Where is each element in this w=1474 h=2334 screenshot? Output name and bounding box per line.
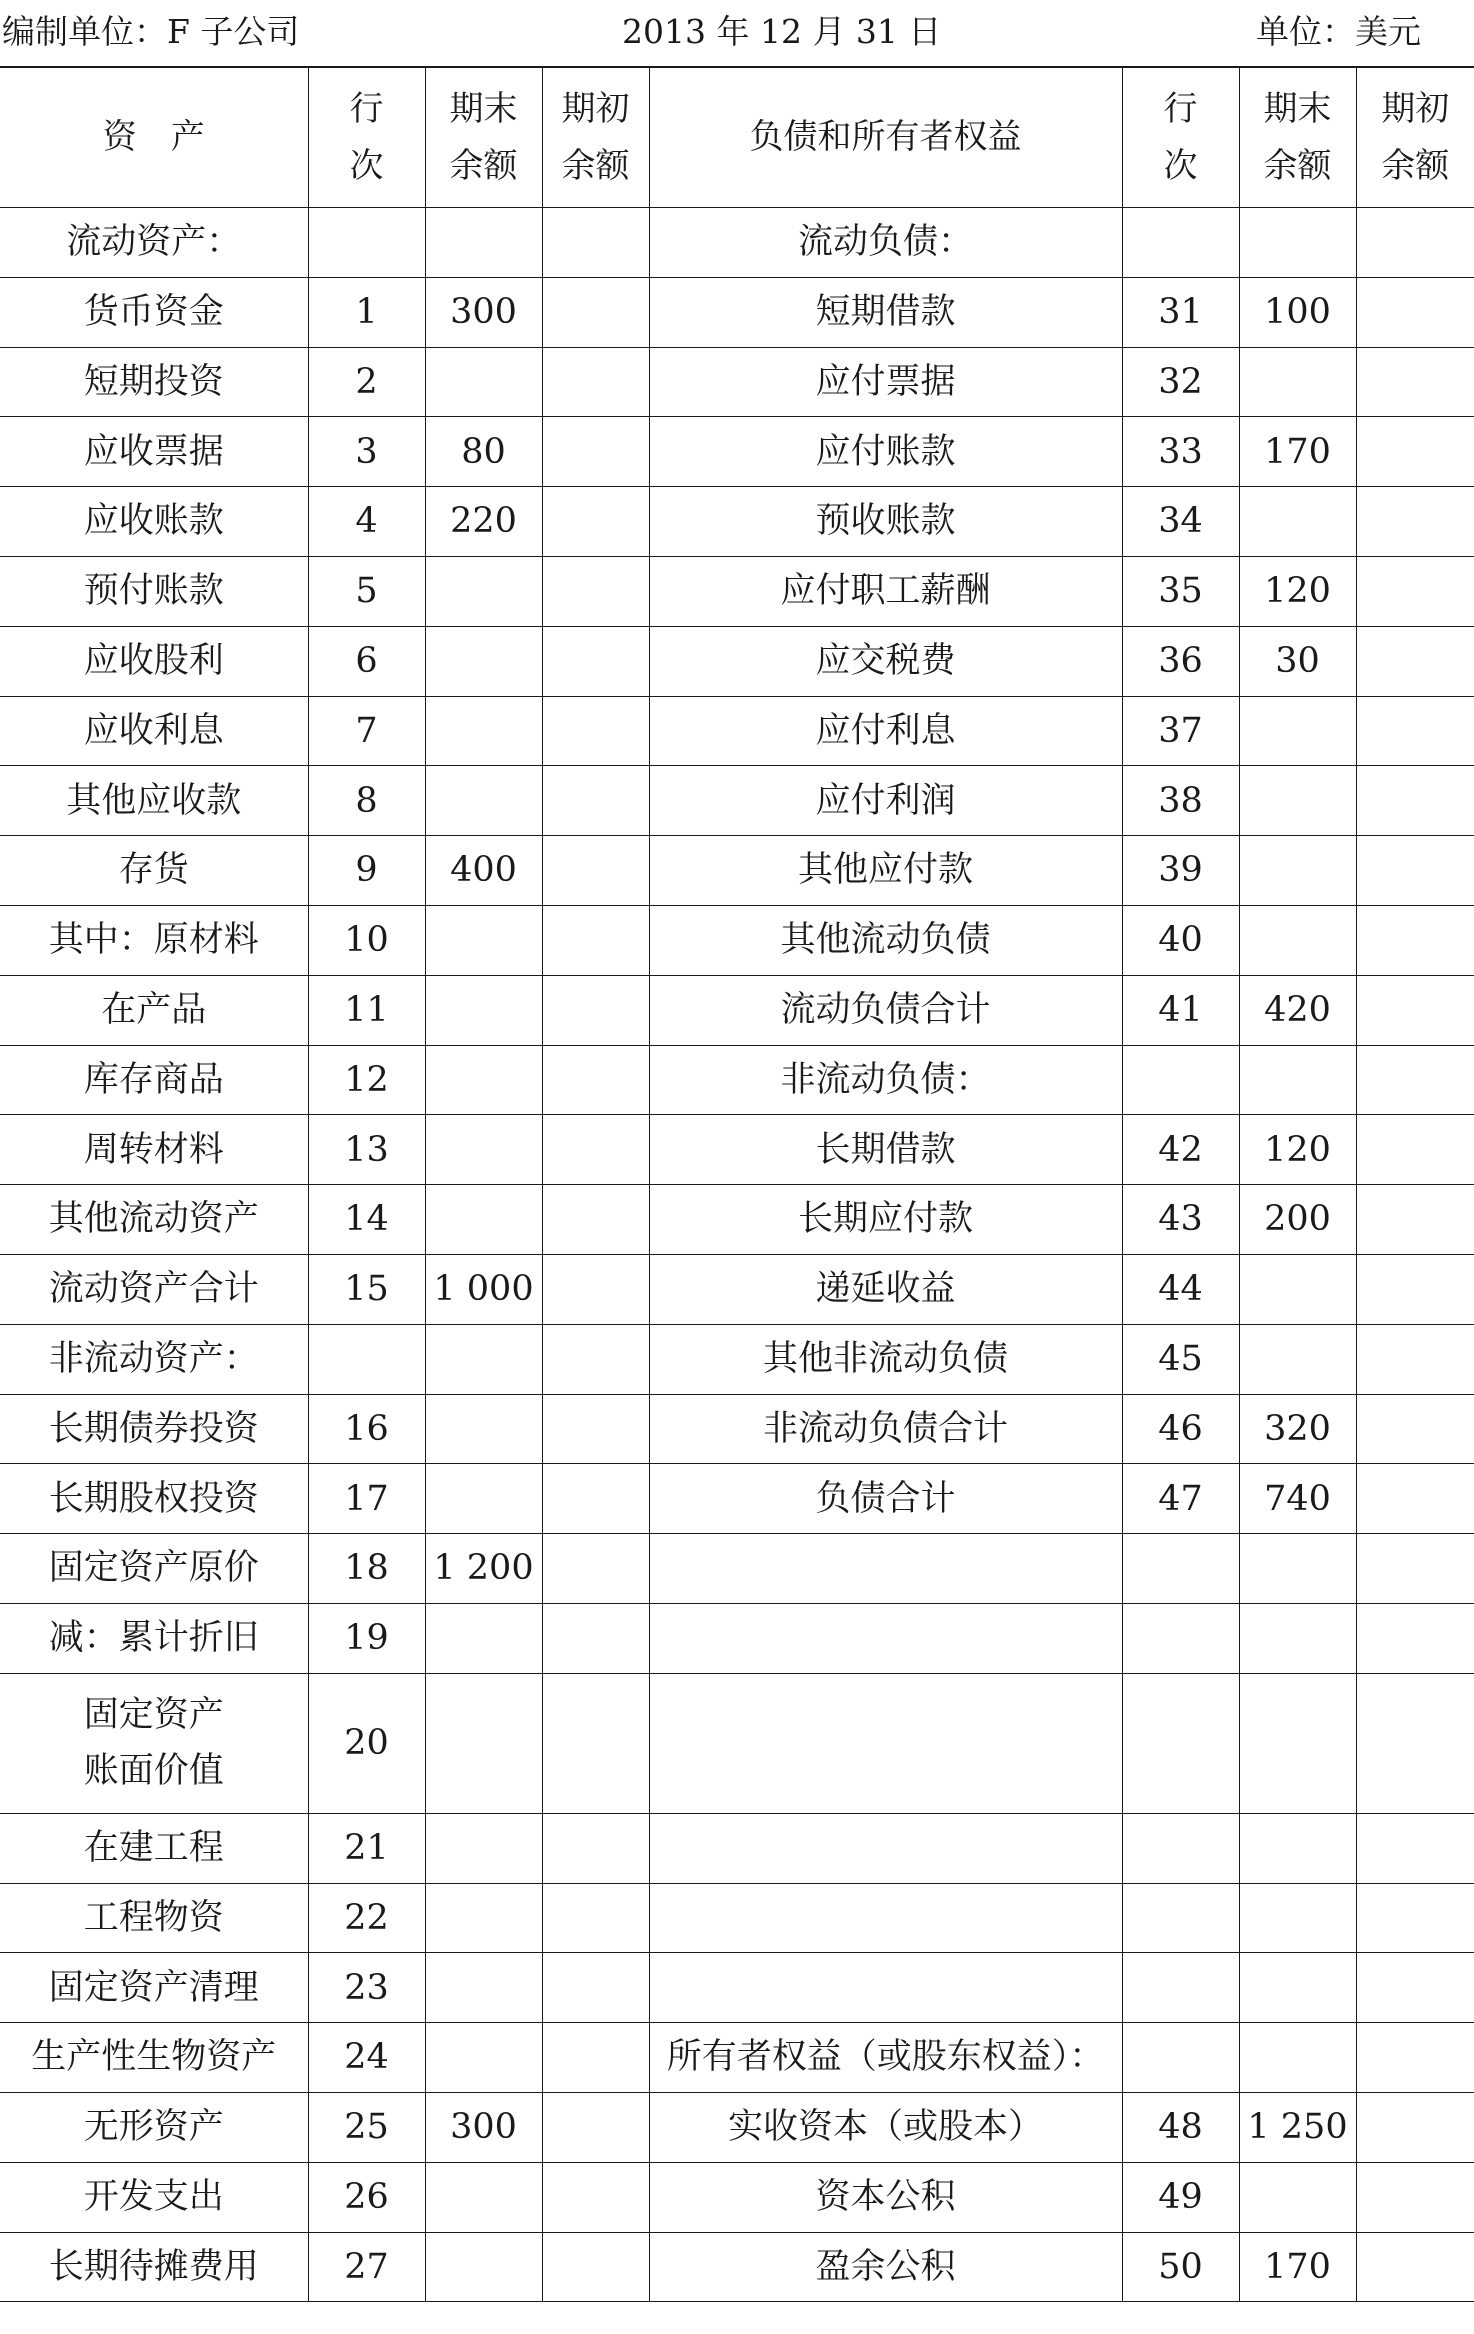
asset-name-cell-line: 固定资产 [83,1695,224,1736]
asset-end-balance-cell: 300 [425,277,542,347]
table-row [0,1883,1474,1953]
liability-end-balance-cell [1239,1883,1356,1953]
liability-name-cell: 实收资本（或股本） [649,2092,1122,2162]
asset-name-cell: 周转材料 [0,1115,308,1185]
asset-name-cell: 应收利息 [0,696,308,766]
table-row [0,766,1474,836]
asset-end-balance-cell [425,1603,542,1673]
asset-begin-balance-cell [542,1464,649,1534]
asset-begin-balance-cell [542,2023,649,2093]
asset-line-no-cell: 19 [308,1603,425,1673]
liability-name-cell: 递延收益 [649,1254,1122,1324]
liability-end-balance-cell [1239,1813,1356,1883]
asset-end-balance-cell: 1 200 [425,1534,542,1604]
asset-end-balance-cell [425,1813,542,1883]
liab-begin-balance-column-header: 期初 余额 [1356,67,1474,208]
liability-name-cell: 非流动负债合计 [649,1394,1122,1464]
asset-end-balance-column-header: 期末 余额 [425,67,542,208]
liability-begin-balance-cell [1356,347,1474,417]
liability-name-cell: 盈余公积 [649,2232,1122,2302]
liability-name-cell [649,1953,1122,2023]
asset-name-cell: 固定资产清理 [0,1953,308,2023]
asset-end-balance-cell [425,1953,542,2023]
liability-name-cell: 应交税费 [649,626,1122,696]
asset-name-cell: 其他流动资产 [0,1185,308,1255]
table-row [0,1045,1474,1115]
asset-begin-balance-cell [542,417,649,487]
liability-end-balance-cell: 740 [1239,1464,1356,1534]
liab-line-no-column-header: 行 次 [1122,67,1239,208]
asset-end-balance-cell [425,975,542,1045]
asset-line-no-cell: 18 [308,1534,425,1604]
liability-line-no-cell: 48 [1122,2092,1239,2162]
liability-line-no-cell: 40 [1122,905,1239,975]
table-row [0,626,1474,696]
liability-end-balance-cell [1239,1324,1356,1394]
asset-line-no-cell: 22 [308,1883,425,1953]
liability-line-no-cell: 42 [1122,1115,1239,1185]
liability-begin-balance-cell [1356,1394,1474,1464]
liability-end-balance-cell [1239,2162,1356,2232]
liability-name-cell: 应付利息 [649,696,1122,766]
table-row [0,2162,1474,2232]
liability-line-no-cell: 50 [1122,2232,1239,2302]
liability-name-cell [649,1883,1122,1953]
asset-end-balance-cell [425,556,542,626]
liabilities-equity-column-header: 负债和所有者权益 [649,67,1122,208]
asset-begin-balance-cell [542,1603,649,1673]
table-row [0,836,1474,906]
liab-end-balance-column-header: 期末 余额 [1239,67,1356,208]
liability-name-cell: 流动负债： [649,208,1122,278]
asset-name-cell: 开发支出 [0,2162,308,2232]
liability-end-balance-cell: 320 [1239,1394,1356,1464]
asset-end-balance-cell [425,1185,542,1255]
liability-name-cell: 预收账款 [649,487,1122,557]
table-row [0,696,1474,766]
asset-begin-balance-cell [542,1813,649,1883]
asset-name-cell: 其中：原材料 [0,905,308,975]
asset-end-balance-cell [425,696,542,766]
asset-name-cell: 无形资产 [0,2092,308,2162]
liability-name-cell: 短期借款 [649,277,1122,347]
asset-end-balance-cell: 300 [425,2092,542,2162]
liability-begin-balance-cell [1356,1953,1474,2023]
asset-line-no-cell: 15 [308,1254,425,1324]
table-row [0,417,1474,487]
table-row [0,347,1474,417]
asset-end-balance-cell [425,1324,542,1394]
asset-begin-balance-cell [542,1534,649,1604]
currency-unit-label: 单位：美元 [1256,12,1421,51]
liability-end-balance-cell: 120 [1239,1115,1356,1185]
asset-name-cell: 库存商品 [0,1045,308,1115]
asset-line-no-cell: 12 [308,1045,425,1115]
liability-begin-balance-cell [1356,1185,1474,1255]
asset-end-balance-cell [425,1883,542,1953]
liability-end-balance-cell: 30 [1239,626,1356,696]
asset-line-no-cell: 9 [308,836,425,906]
asset-begin-balance-cell [542,1045,649,1115]
liability-name-cell: 应付票据 [649,347,1122,417]
asset-line-no-cell: 13 [308,1115,425,1185]
table-row [0,2232,1474,2302]
table-row [0,277,1474,347]
liability-end-balance-cell [1239,1534,1356,1604]
table-row [0,1394,1474,1464]
asset-name-cell: 在产品 [0,975,308,1045]
assets-column-header: 资 产 [0,67,308,208]
liability-line-no-cell: 43 [1122,1185,1239,1255]
asset-line-no-cell: 10 [308,905,425,975]
liability-line-no-cell: 31 [1122,277,1239,347]
asset-end-balance-cell [425,1673,542,1813]
asset-begin-balance-cell [542,975,649,1045]
liability-end-balance-cell [1239,1953,1356,2023]
asset-name-cell: 应收票据 [0,417,308,487]
asset-end-balance-cell [425,2162,542,2232]
asset-name-cell-line: 账面价值 [83,1751,224,1792]
liability-begin-balance-cell [1356,766,1474,836]
asset-end-balance-cell: 220 [425,487,542,557]
asset-name-cell: 工程物资 [0,1883,308,1953]
table-row [0,1813,1474,1883]
liability-begin-balance-cell [1356,487,1474,557]
table-row [0,487,1474,557]
asset-begin-balance-cell [542,556,649,626]
liability-name-cell: 应付账款 [649,417,1122,487]
liability-line-no-cell [1122,1534,1239,1604]
asset-begin-balance-cell [542,905,649,975]
liability-name-cell: 长期借款 [649,1115,1122,1185]
liability-end-balance-cell [1239,208,1356,278]
liability-line-no-cell [1122,1883,1239,1953]
liability-line-no-cell [1122,1045,1239,1115]
liability-name-cell: 应付职工薪酬 [649,556,1122,626]
liability-line-no-cell: 46 [1122,1394,1239,1464]
liability-end-balance-cell [1239,766,1356,836]
asset-line-no-cell: 20 [308,1673,425,1813]
liability-name-cell [649,1603,1122,1673]
asset-line-no-cell: 2 [308,347,425,417]
asset-line-no-cell: 25 [308,2092,425,2162]
table-row [0,975,1474,1045]
liability-end-balance-cell: 170 [1239,2232,1356,2302]
table-row [0,1603,1474,1673]
liability-line-no-cell: 34 [1122,487,1239,557]
liability-line-no-cell: 49 [1122,2162,1239,2232]
asset-line-no-cell: 24 [308,2023,425,2093]
liability-line-no-cell [1122,1953,1239,2023]
liability-line-no-cell [1122,1813,1239,1883]
liability-line-no-cell [1122,1603,1239,1673]
liability-name-cell [649,1673,1122,1813]
asset-name-cell: 非流动资产： [0,1324,308,1394]
table-row [0,905,1474,975]
liability-end-balance-cell [1239,1673,1356,1813]
asset-end-balance-cell [425,1464,542,1534]
asset-line-no-cell: 5 [308,556,425,626]
liability-end-balance-cell: 100 [1239,277,1356,347]
balance-sheet-table [0,66,1474,2302]
liability-name-cell: 非流动负债： [649,1045,1122,1115]
liability-begin-balance-cell [1356,2092,1474,2162]
asset-name-cell: 应收账款 [0,487,308,557]
liability-begin-balance-cell [1356,975,1474,1045]
asset-name-cell: 长期债券投资 [0,1394,308,1464]
asset-name-cell: 货币资金 [0,277,308,347]
liability-end-balance-cell [1239,347,1356,417]
column-header-row [0,67,1474,208]
asset-begin-balance-cell [542,1115,649,1185]
asset-line-no-cell: 17 [308,1464,425,1534]
asset-begin-balance-cell [542,277,649,347]
liability-end-balance-cell [1239,1603,1356,1673]
asset-begin-balance-cell [542,626,649,696]
asset-line-no-cell: 21 [308,1813,425,1883]
asset-end-balance-cell [425,1115,542,1185]
asset-name-cell: 流动资产合计 [0,1254,308,1324]
table-row [0,2023,1474,2093]
liability-begin-balance-cell [1356,417,1474,487]
asset-end-balance-cell [425,905,542,975]
liability-line-no-cell: 32 [1122,347,1239,417]
asset-end-balance-cell [425,766,542,836]
liability-name-cell: 流动负债合计 [649,975,1122,1045]
liability-begin-balance-cell [1356,1324,1474,1394]
table-row [0,1534,1474,1604]
asset-end-balance-cell [425,1394,542,1464]
asset-line-no-cell: 6 [308,626,425,696]
asset-end-balance-cell [425,626,542,696]
liability-end-balance-cell: 1 250 [1239,2092,1356,2162]
liability-name-cell [649,1534,1122,1604]
asset-name-cell: 生产性生物资产 [0,2023,308,2093]
asset-line-no-cell: 8 [308,766,425,836]
asset-begin-balance-cell [542,1883,649,1953]
asset-line-no-cell: 1 [308,277,425,347]
liability-name-cell: 资本公积 [649,2162,1122,2232]
asset-name-cell: 预付账款 [0,556,308,626]
asset-line-no-cell: 16 [308,1394,425,1464]
asset-line-no-cell: 23 [308,1953,425,2023]
asset-begin-balance-cell [542,1185,649,1255]
asset-line-no-cell: 27 [308,2232,425,2302]
asset-name-cell: 长期待摊费用 [0,2232,308,2302]
asset-begin-balance-cell [542,208,649,278]
asset-begin-balance-cell [542,2232,649,2302]
asset-name-cell: 减：累计折旧 [0,1603,308,1673]
asset-begin-balance-cell [542,1324,649,1394]
asset-begin-balance-cell [542,1673,649,1813]
table-row [0,1115,1474,1185]
liability-end-balance-cell [1239,1045,1356,1115]
asset-line-no-cell: 11 [308,975,425,1045]
liability-begin-balance-cell [1356,556,1474,626]
asset-begin-balance-cell [542,696,649,766]
asset-name-cell: 应收股利 [0,626,308,696]
asset-end-balance-cell [425,1045,542,1115]
liability-line-no-cell [1122,1673,1239,1813]
liability-name-cell: 长期应付款 [649,1185,1122,1255]
table-row [0,1254,1474,1324]
asset-line-no-column-header: 行 次 [308,67,425,208]
asset-begin-balance-cell [542,766,649,836]
table-row [0,208,1474,278]
table-row [0,556,1474,626]
liability-line-no-cell: 37 [1122,696,1239,766]
liability-name-cell: 其他流动负债 [649,905,1122,975]
liability-line-no-cell: 38 [1122,766,1239,836]
asset-begin-balance-cell [542,2162,649,2232]
asset-line-no-cell: 4 [308,487,425,557]
asset-line-no-cell: 3 [308,417,425,487]
liability-begin-balance-cell [1356,836,1474,906]
asset-end-balance-cell: 400 [425,836,542,906]
asset-name-cell: 存货 [0,836,308,906]
asset-begin-balance-cell [542,1394,649,1464]
liability-name-cell: 其他非流动负债 [649,1324,1122,1394]
asset-end-balance-cell: 1 000 [425,1254,542,1324]
liability-name-cell: 所有者权益（或股东权益）： [649,2023,1122,2093]
table-row [0,1953,1474,2023]
asset-name-cell: 长期股权投资 [0,1464,308,1534]
liability-end-balance-cell: 120 [1239,556,1356,626]
asset-name-cell: 其他应收款 [0,766,308,836]
asset-name-cell: 流动资产： [0,208,308,278]
liability-begin-balance-cell [1356,1115,1474,1185]
asset-end-balance-cell [425,2023,542,2093]
table-row [0,1324,1474,1394]
liability-begin-balance-cell [1356,1673,1474,1813]
asset-line-no-cell [308,208,425,278]
asset-end-balance-cell [425,208,542,278]
asset-name-cell [0,1673,308,1813]
asset-begin-balance-column-header: 期初 余额 [542,67,649,208]
asset-begin-balance-cell [542,836,649,906]
liability-end-balance-cell [1239,487,1356,557]
liability-name-cell: 应付利润 [649,766,1122,836]
asset-begin-balance-cell [542,487,649,557]
asset-end-balance-cell [425,2232,542,2302]
asset-line-no-cell: 7 [308,696,425,766]
asset-begin-balance-cell [542,2092,649,2162]
report-date: 2013 年 12 月 31 日 [622,12,942,51]
liability-end-balance-cell [1239,836,1356,906]
liability-name-cell: 负债合计 [649,1464,1122,1534]
preparing-unit-label: 编制单位：F 子公司 [2,12,300,51]
liability-end-balance-cell [1239,2023,1356,2093]
asset-line-no-cell: 26 [308,2162,425,2232]
table-row [0,1185,1474,1255]
liability-begin-balance-cell [1356,2162,1474,2232]
liability-begin-balance-cell [1356,2232,1474,2302]
liability-begin-balance-cell [1356,2023,1474,2093]
liability-line-no-cell: 47 [1122,1464,1239,1534]
liability-name-cell [649,1813,1122,1883]
liability-begin-balance-cell [1356,1045,1474,1115]
table-row [0,1464,1474,1534]
liability-begin-balance-cell [1356,696,1474,766]
liability-begin-balance-cell [1356,1254,1474,1324]
asset-begin-balance-cell [542,1254,649,1324]
liability-line-no-cell [1122,2023,1239,2093]
liability-name-cell: 其他应付款 [649,836,1122,906]
report-header [0,0,1474,60]
liability-end-balance-cell [1239,905,1356,975]
liability-line-no-cell: 36 [1122,626,1239,696]
liability-line-no-cell: 33 [1122,417,1239,487]
liability-line-no-cell: 35 [1122,556,1239,626]
asset-name-cell: 在建工程 [0,1813,308,1883]
liability-begin-balance-cell [1356,277,1474,347]
liability-line-no-cell: 45 [1122,1324,1239,1394]
liability-line-no-cell [1122,208,1239,278]
liability-end-balance-cell: 420 [1239,975,1356,1045]
asset-begin-balance-cell [542,347,649,417]
table-row [0,2092,1474,2162]
liability-end-balance-cell [1239,1254,1356,1324]
liability-begin-balance-cell [1356,208,1474,278]
liability-begin-balance-cell [1356,1813,1474,1883]
liability-end-balance-cell: 200 [1239,1185,1356,1255]
liability-begin-balance-cell [1356,1464,1474,1534]
liability-line-no-cell: 39 [1122,836,1239,906]
liability-begin-balance-cell [1356,905,1474,975]
asset-name-cell: 短期投资 [0,347,308,417]
liability-begin-balance-cell [1356,626,1474,696]
asset-name-cell: 固定资产原价 [0,1534,308,1604]
liability-begin-balance-cell [1356,1883,1474,1953]
asset-end-balance-cell [425,347,542,417]
liability-begin-balance-cell [1356,1534,1474,1604]
asset-line-no-cell [308,1324,425,1394]
liability-line-no-cell: 44 [1122,1254,1239,1324]
asset-end-balance-cell: 80 [425,417,542,487]
liability-begin-balance-cell [1356,1603,1474,1673]
asset-begin-balance-cell [542,1953,649,2023]
asset-line-no-cell: 14 [308,1185,425,1255]
liability-line-no-cell: 41 [1122,975,1239,1045]
liability-end-balance-cell: 170 [1239,417,1356,487]
table-row [0,1673,1474,1813]
liability-end-balance-cell [1239,696,1356,766]
